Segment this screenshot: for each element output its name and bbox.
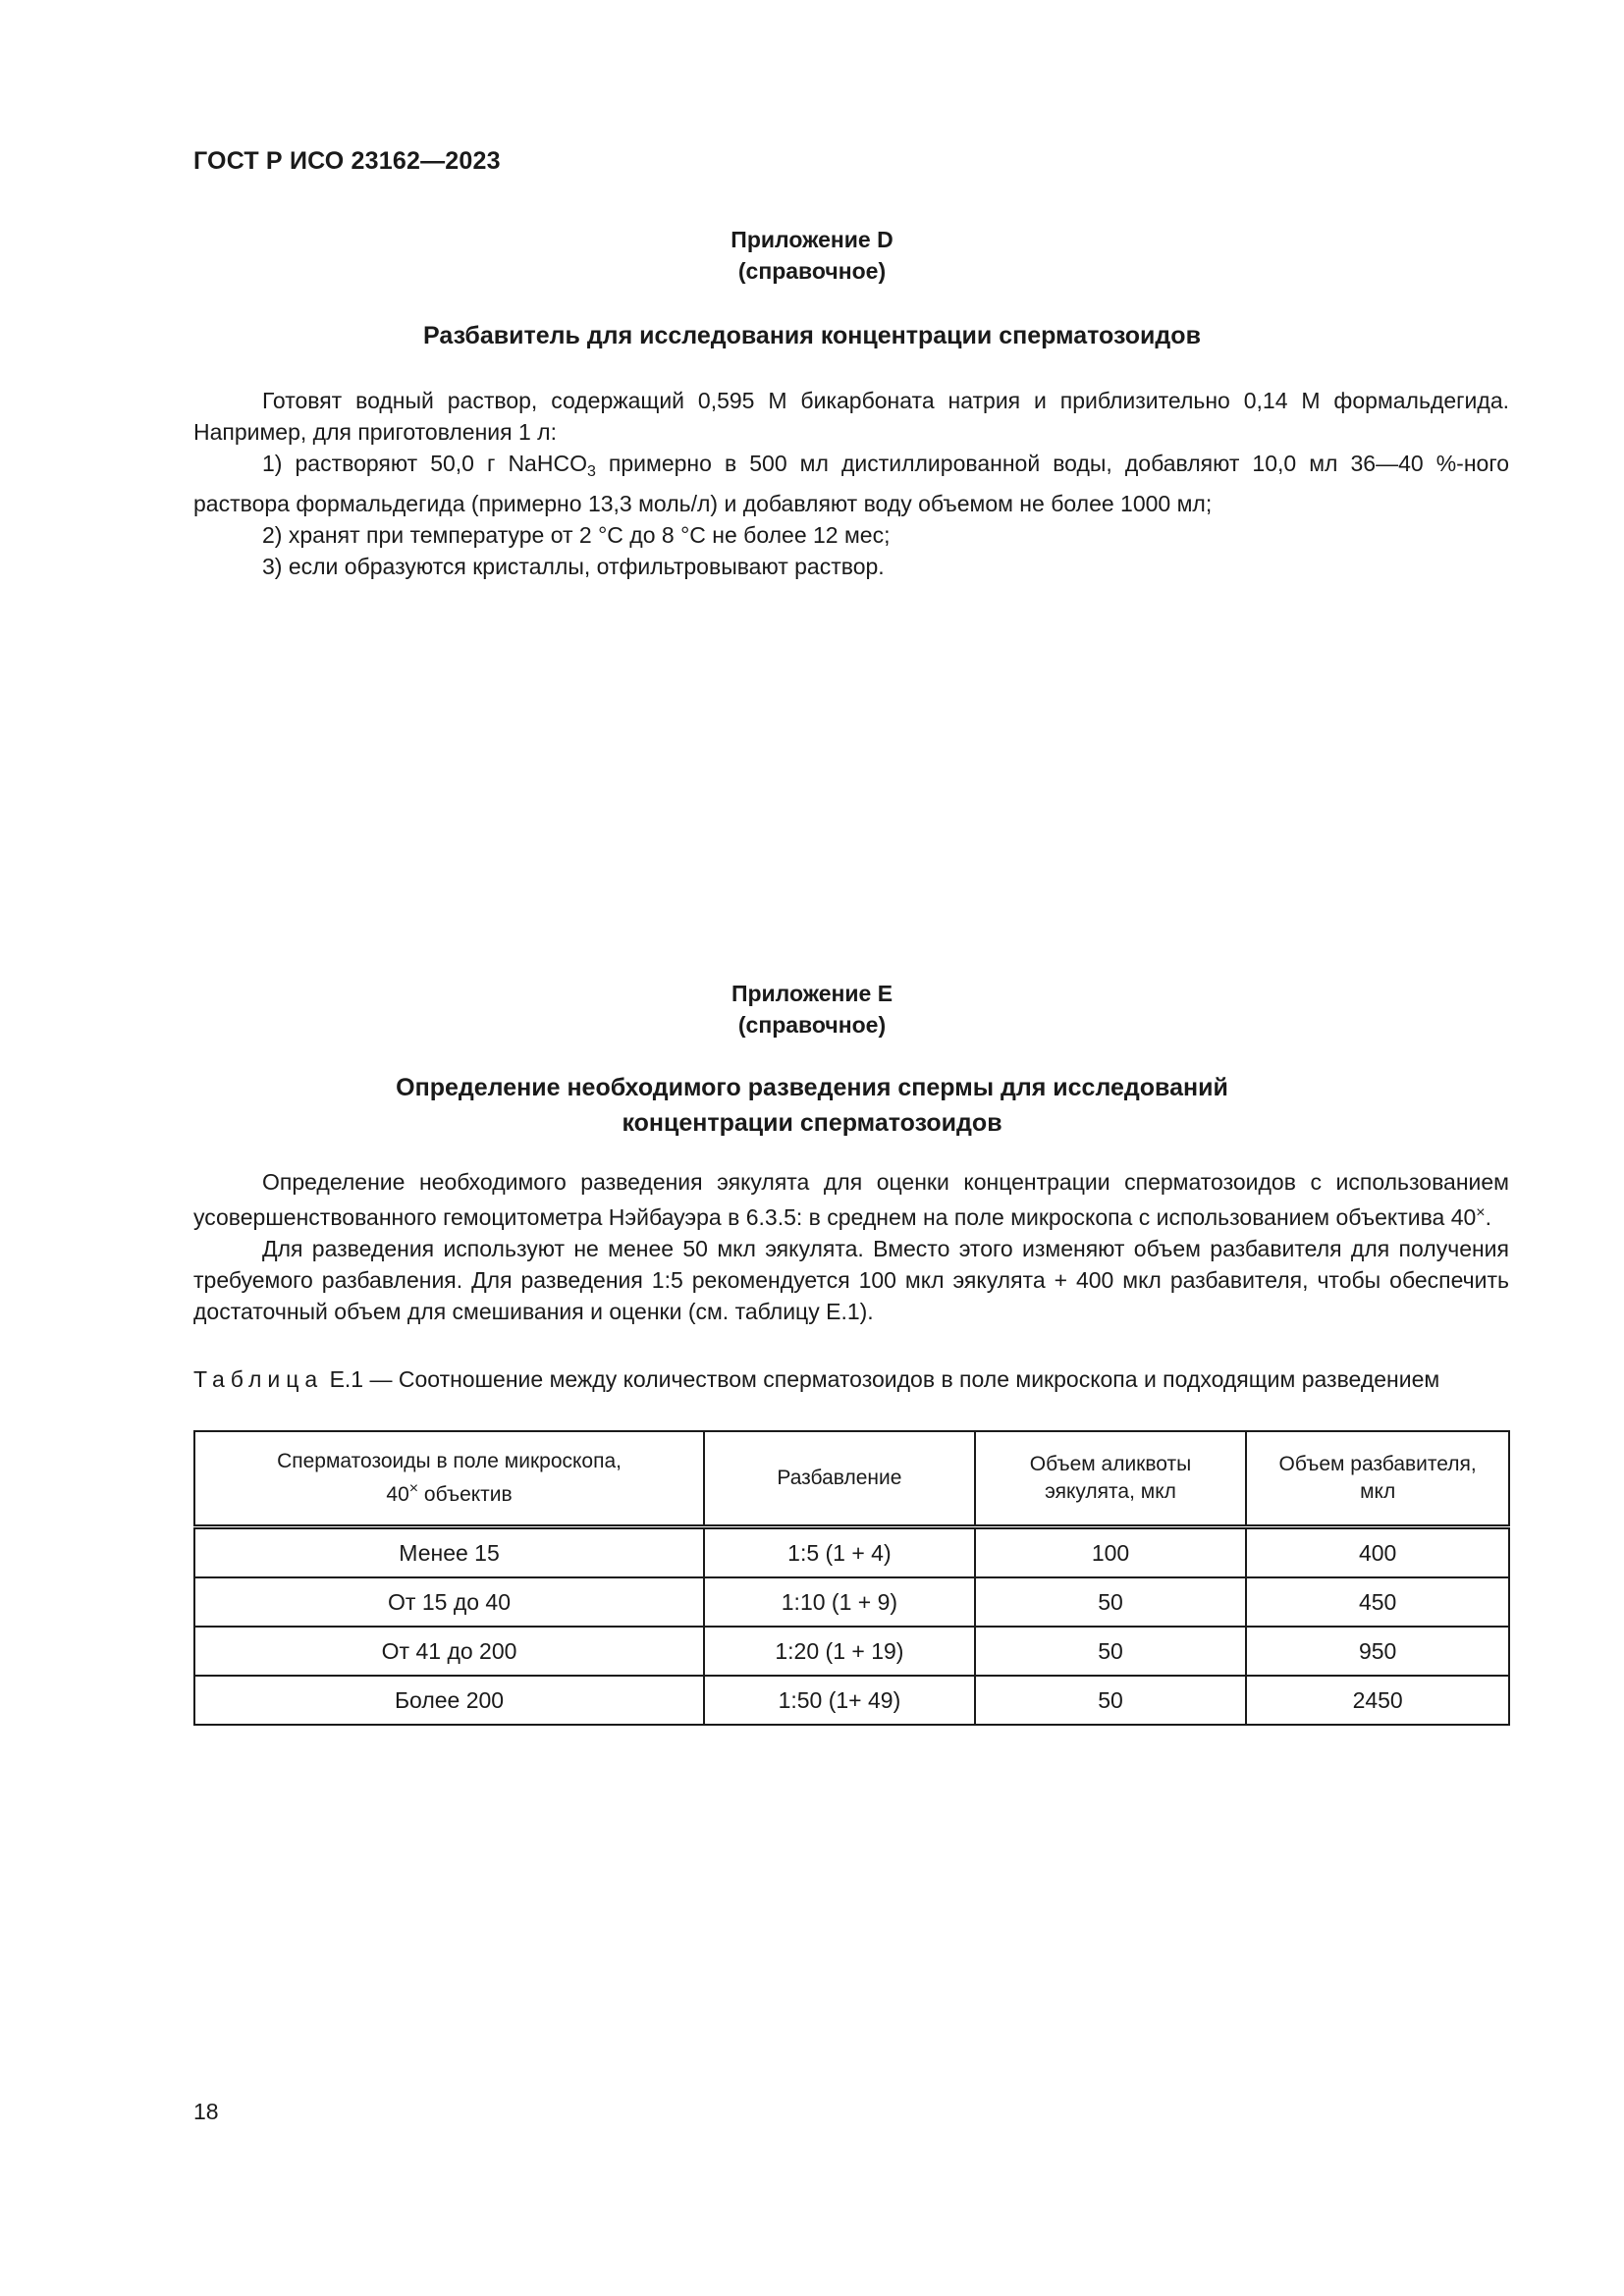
appendix-e-type: (справочное) — [737, 1012, 887, 1038]
table-cell: От 41 до 200 — [194, 1627, 704, 1676]
table-cell: 1:50 (1+ 49) — [704, 1676, 975, 1725]
table-cell: 50 — [975, 1627, 1247, 1676]
table-cell: 50 — [975, 1676, 1247, 1725]
table-cell: 1:5 (1 + 4) — [704, 1527, 975, 1578]
table-cell: 950 — [1246, 1627, 1509, 1676]
table-cell: 100 — [975, 1527, 1247, 1578]
appendix-d-type: (справочное) — [737, 258, 887, 284]
table-cell: Менее 15 — [194, 1527, 704, 1578]
table-cell: 50 — [975, 1577, 1247, 1627]
table-cell: 2450 — [1246, 1676, 1509, 1725]
appendix-e-title-line-2: концентрации сперматозоидов — [622, 1109, 1002, 1137]
appendix-d-heading — [0, 224, 1624, 287]
table-row — [194, 1527, 1509, 1578]
table-cell: 400 — [1246, 1527, 1509, 1578]
appendix-e-heading — [0, 978, 1624, 1041]
appendix-d-label: Приложение D — [731, 227, 893, 252]
table-caption-label: Таблица — [193, 1366, 324, 1392]
table-cell: 450 — [1246, 1577, 1509, 1627]
table-row — [194, 1627, 1509, 1676]
table-cell: Более 200 — [194, 1676, 704, 1725]
appendix-d-title: Разбавитель для исследования концентрации сперматозоидов — [423, 322, 1201, 349]
table-cell: 1:10 (1 + 9) — [704, 1577, 975, 1627]
table-cell: От 15 до 40 — [194, 1577, 704, 1627]
appendix-d-step-2: 2) хранят при температуре от 2 °С до 8 °С не более 12 мес; — [262, 522, 891, 548]
table-row — [194, 1577, 1509, 1627]
appendix-d-step-1: 1) растворяют 50,0 г NaHCO$_3$ примерно в 500 мл дистиллированной воды, добавляют 10,0 мл 36—40 %-ного раствора формальдегида (примерно 13,3 моль/л) и добавляют воду объемом не более 1000 мл; — [193, 451, 1510, 516]
table-row — [194, 1676, 1509, 1725]
table-header-aliquot-volume: Объем аликвоты эякулята, мкл — [975, 1431, 1247, 1527]
page-number: 18 — [193, 2099, 219, 2124]
dilution-table — [193, 1430, 1510, 1726]
table-header-sperm-count: Сперматозоиды в поле микроскопа, 40× объектив — [194, 1431, 704, 1527]
table-caption — [193, 1363, 1509, 1395]
table-cell: 1:20 (1 + 19) — [704, 1627, 975, 1676]
appendix-e-paragraph-2: Для разведения используют не менее 50 мкл эякулята. Вместо этого изменяют объем разбавителя для получения требуемого разбавления. Для разведения 1:5 рекомендуется 100 мкл эякулята + 400 мкл разбавителя, чтобы обеспечить достаточный объем для смешивания и оценки (см. таблицу Е.1). — [193, 1236, 1509, 1324]
table-caption-text: Е.1 — Соотношение между количеством сперматозоидов в поле микроскопа и подходящим разведением — [323, 1366, 1440, 1392]
appendix-e-label: Приложение Е — [731, 981, 893, 1006]
appendix-e-paragraph-1: Определение необходимого разведения эякулята для оценки концентрации сперматозоидов с использованием усовершенствованного гемоцитометра Нэйбауэра в 6.3.5: в среднем на поле микроскопа с использованием объектива 40×. — [193, 1169, 1509, 1230]
table-header-row — [194, 1431, 1509, 1527]
table-header-diluent-volume: Объем разбавителя, мкл — [1246, 1431, 1509, 1527]
appendix-e-title — [196, 1070, 1428, 1141]
table-header-dilution: Разбавление — [704, 1431, 975, 1527]
appendix-d-intro: Готовят водный раствор, содержащий 0,595 М бикарбоната натрия и приблизительно 0,14 М формальдегида. Например, для приготовления 1 л: — [193, 388, 1509, 445]
document-header: ГОСТ Р ИСО 23162—2023 — [193, 147, 501, 175]
appendix-e-title-line-1: Определение необходимого разведения спермы для исследований — [396, 1074, 1228, 1101]
appendix-e-body — [193, 1166, 1509, 1327]
appendix-d-body — [193, 385, 1509, 582]
appendix-d-step-3: 3) если образуются кристаллы, отфильтровывают раствор. — [262, 554, 885, 579]
